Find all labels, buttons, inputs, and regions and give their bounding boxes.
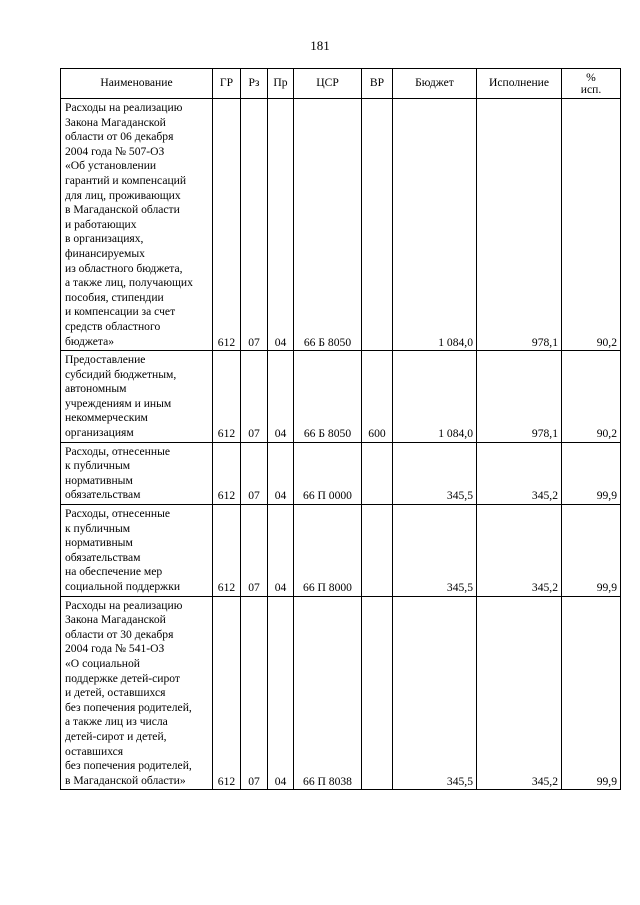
row-percent: 99,9 [562, 505, 621, 597]
header-name: Наименование [61, 69, 213, 99]
table-row [61, 99, 621, 351]
row-rz: 07 [241, 442, 268, 504]
row-vr [362, 99, 393, 351]
row-gr: 612 [213, 99, 241, 351]
row-vr: 600 [362, 351, 393, 443]
row-pr: 04 [268, 351, 294, 443]
row-percent: 99,9 [562, 596, 621, 790]
row-gr: 612 [213, 596, 241, 790]
row-rz: 07 [241, 596, 268, 790]
table-row [61, 442, 621, 504]
row-csr: 66 П 8000 [294, 505, 362, 597]
row-csr: 66 П 0000 [294, 442, 362, 504]
table-row [61, 596, 621, 790]
row-pr: 04 [268, 99, 294, 351]
row-name: Расходы, отнесенные к публичным нормативным обязательствам на обеспечение мер социальной поддержки [61, 505, 213, 597]
table-row [61, 351, 621, 443]
row-execution: 978,1 [477, 99, 562, 351]
row-rz: 07 [241, 351, 268, 443]
row-name: Расходы на реализацию Закона Магаданской области от 06 декабря 2004 года № 507-ОЗ «Об установлении гарантий и компенсаций для лиц, проживающих в Магаданской области и работающих в организациях, финансируемых из областного бюджета, а также лиц, получающих пособия, стипендии и компенсации за счет средств областного бюджета» [61, 99, 213, 351]
row-rz: 07 [241, 99, 268, 351]
row-budget: 345,5 [393, 505, 477, 597]
header-gr: ГР [213, 69, 241, 99]
header-pr: Пр [268, 69, 294, 99]
row-execution: 345,2 [477, 505, 562, 597]
row-budget: 345,5 [393, 442, 477, 504]
table-row [61, 505, 621, 597]
budget-table [60, 68, 621, 790]
row-vr [362, 442, 393, 504]
row-rz: 07 [241, 505, 268, 597]
row-budget: 345,5 [393, 596, 477, 790]
row-budget: 1 084,0 [393, 351, 477, 443]
row-execution: 978,1 [477, 351, 562, 443]
row-csr: 66 Б 8050 [294, 99, 362, 351]
header-csr: ЦСР [294, 69, 362, 99]
row-gr: 612 [213, 351, 241, 443]
row-name: Расходы на реализацию Закона Магаданской области от 30 декабря 2004 года № 541-ОЗ «О социальной поддержке детей-сирот и детей, оставшихся без попечения родителей, а также лиц из числа детей-сирот и детей, оставшихся без попечения родителей, в Магаданской области» [61, 596, 213, 790]
row-name: Расходы, отнесенные к публичным нормативным обязательствам [61, 442, 213, 504]
row-percent: 90,2 [562, 99, 621, 351]
header-rz: Рз [241, 69, 268, 99]
header-percent: % исп. [562, 69, 621, 99]
row-pr: 04 [268, 442, 294, 504]
row-csr: 66 Б 8050 [294, 351, 362, 443]
row-budget: 1 084,0 [393, 99, 477, 351]
row-name: Предоставление субсидий бюджетным, автономным учреждениям и иным некоммерческим организациям [61, 351, 213, 443]
row-vr [362, 596, 393, 790]
row-gr: 612 [213, 505, 241, 597]
row-percent: 99,9 [562, 442, 621, 504]
row-csr: 66 П 8038 [294, 596, 362, 790]
header-budget: Бюджет [393, 69, 477, 99]
row-execution: 345,2 [477, 442, 562, 504]
row-pr: 04 [268, 596, 294, 790]
row-vr [362, 505, 393, 597]
table-header-row [61, 69, 621, 99]
row-gr: 612 [213, 442, 241, 504]
header-execution: Исполнение [477, 69, 562, 99]
header-vr: ВР [362, 69, 393, 99]
page-number: 181 [310, 38, 330, 53]
row-execution: 345,2 [477, 596, 562, 790]
row-percent: 90,2 [562, 351, 621, 443]
row-pr: 04 [268, 505, 294, 597]
